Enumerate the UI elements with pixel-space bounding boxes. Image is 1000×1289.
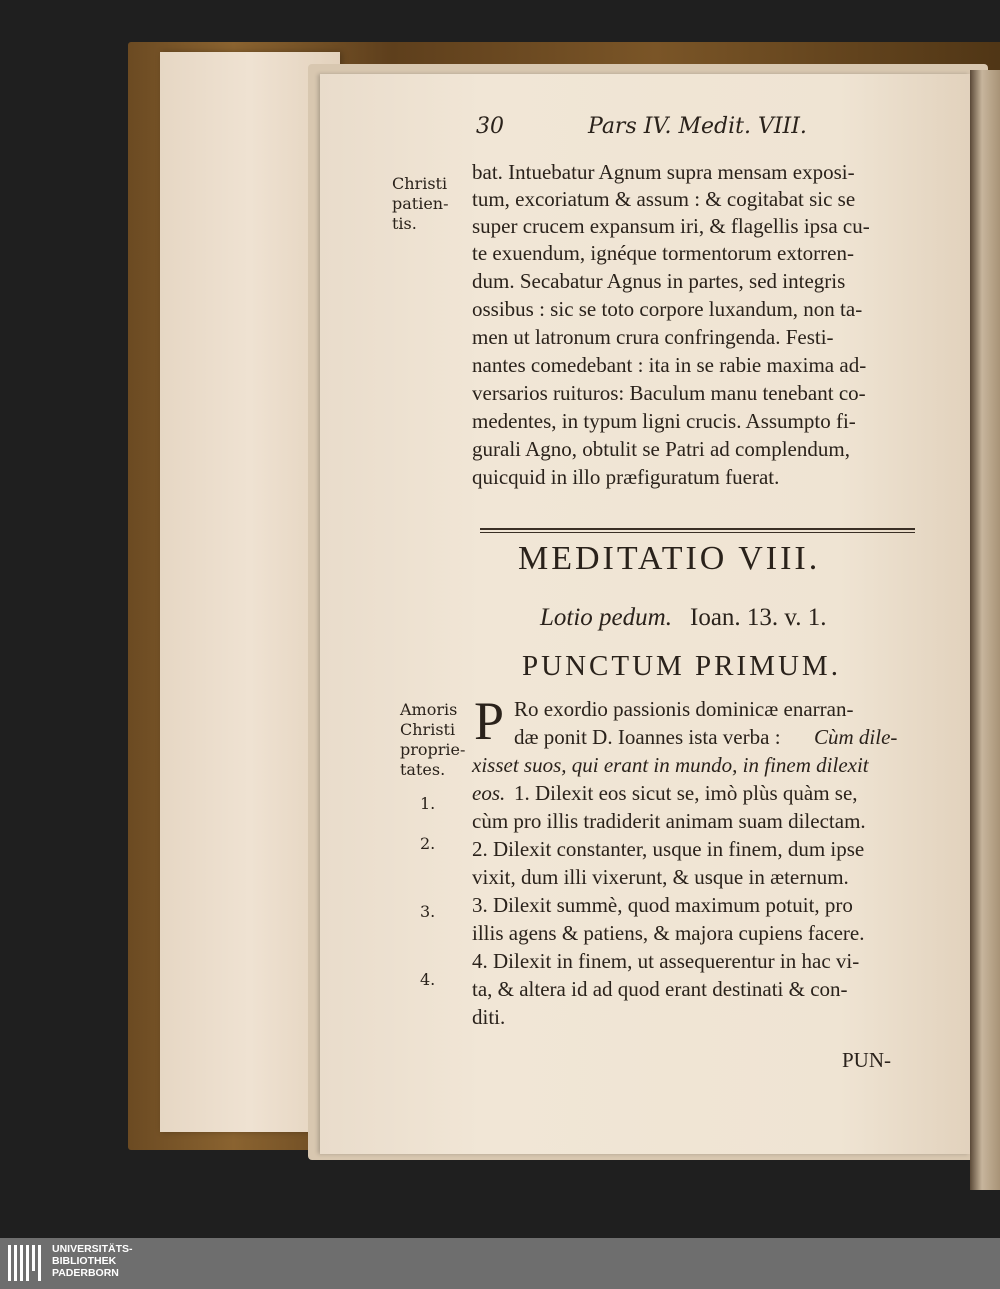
text-line: diti. — [472, 1005, 506, 1029]
library-footer-bar — [0, 1238, 1000, 1289]
text-line: ta, & altera id ad quod erant destinati & con- — [472, 977, 848, 1001]
text-line: illis agens & patiens, & majora cupiens facere. — [472, 921, 865, 945]
library-logo-icon — [8, 1245, 46, 1281]
text-line: ossibus : sic se toto corpore luxandum, non ta- — [472, 297, 863, 321]
text-line: tum, excoriatum & assum : & cogitabat sic se — [472, 187, 856, 211]
text-line-italic: Cùm dile- — [814, 725, 898, 749]
library-name-line: UNIVERSITÄTS- — [52, 1243, 133, 1255]
text-line: 2. Dilexit constanter, usque in finem, dum ipse — [472, 837, 865, 861]
drop-cap: P — [474, 691, 505, 751]
margin-number: 4. — [420, 970, 436, 989]
margin-note-line: Christi — [392, 174, 448, 193]
margin-number: 2. — [420, 834, 436, 853]
text-line: bat. Intuebatur Agnum supra mensam exposi- — [472, 160, 855, 184]
text-line: nantes comedebant : ita in se rabie maxima ad- — [472, 353, 867, 377]
text-line: gurali Agno, obtulit se Patri ad complendum, — [472, 437, 850, 461]
subtitle-italic: Lotio pedum. — [540, 604, 672, 631]
text-line: dæ ponit D. Ioannes ista verba : — [514, 725, 781, 749]
library-name-line: BIBLIOTHEK — [52, 1255, 117, 1267]
margin-number: 3. — [420, 902, 436, 921]
text-line: Ro exordio passionis dominicæ enarran- — [514, 697, 854, 721]
facing-page-edge — [970, 70, 1000, 1190]
text-line: 4. Dilexit in finem, ut assequerentur in hac vi- — [472, 949, 860, 973]
text-line: te exuendum, ignéque tormentorum extorren- — [472, 241, 854, 265]
margin-note-line: tis. — [392, 214, 417, 233]
text-line: 1. Dilexit eos sicut se, imò plùs quàm se, — [514, 781, 858, 805]
text-line: super crucem expansum iri, & flagellis ipsa cu- — [472, 214, 870, 238]
text-line: versarios ruituros: Baculum manu tenebant co- — [472, 381, 866, 405]
text-line-italic: eos. — [472, 781, 506, 805]
margin-note-line: proprie- — [400, 740, 466, 759]
text-line: men ut latronum crura confringenda. Festi- — [472, 325, 834, 349]
margin-note-line: Amoris — [400, 700, 458, 719]
margin-note-line: patien- — [392, 194, 449, 213]
library-name — [52, 1243, 133, 1279]
running-title: Pars IV. Medit. VIII. — [588, 114, 807, 139]
margin-number: 1. — [420, 794, 436, 813]
scripture-reference: Ioan. 13. v. 1. — [690, 604, 827, 631]
text-line: quicquid in illo præfiguratum fuerat. — [472, 465, 780, 489]
section-rule — [480, 528, 915, 530]
text-line: vixit, dum illi vixerunt, & usque in æternum. — [472, 865, 849, 889]
meditation-title: MEDITATIO VIII. — [518, 540, 821, 577]
point-title: PUNCTUM PRIMUM. — [522, 650, 841, 682]
text-line: medentes, in typum ligni crucis. Assumpto fi- — [472, 409, 856, 433]
text-line: dum. Secabatur Agnus in partes, sed integris — [472, 269, 846, 293]
text-line: 3. Dilexit summè, quod maximum potuit, pro — [472, 893, 853, 917]
text-line-italic: xisset suos, qui erant in mundo, in finem dilexit — [472, 753, 869, 777]
margin-note-line: tates. — [400, 760, 446, 779]
library-name-line: PADERBORN — [52, 1267, 119, 1279]
section-rule — [480, 532, 915, 533]
page-number: 30 — [476, 114, 504, 139]
catchword: PUN- — [842, 1048, 892, 1072]
text-line: cùm pro illis tradiderit animam suam dilectam. — [472, 809, 866, 833]
margin-note-line: Christi — [400, 720, 456, 739]
